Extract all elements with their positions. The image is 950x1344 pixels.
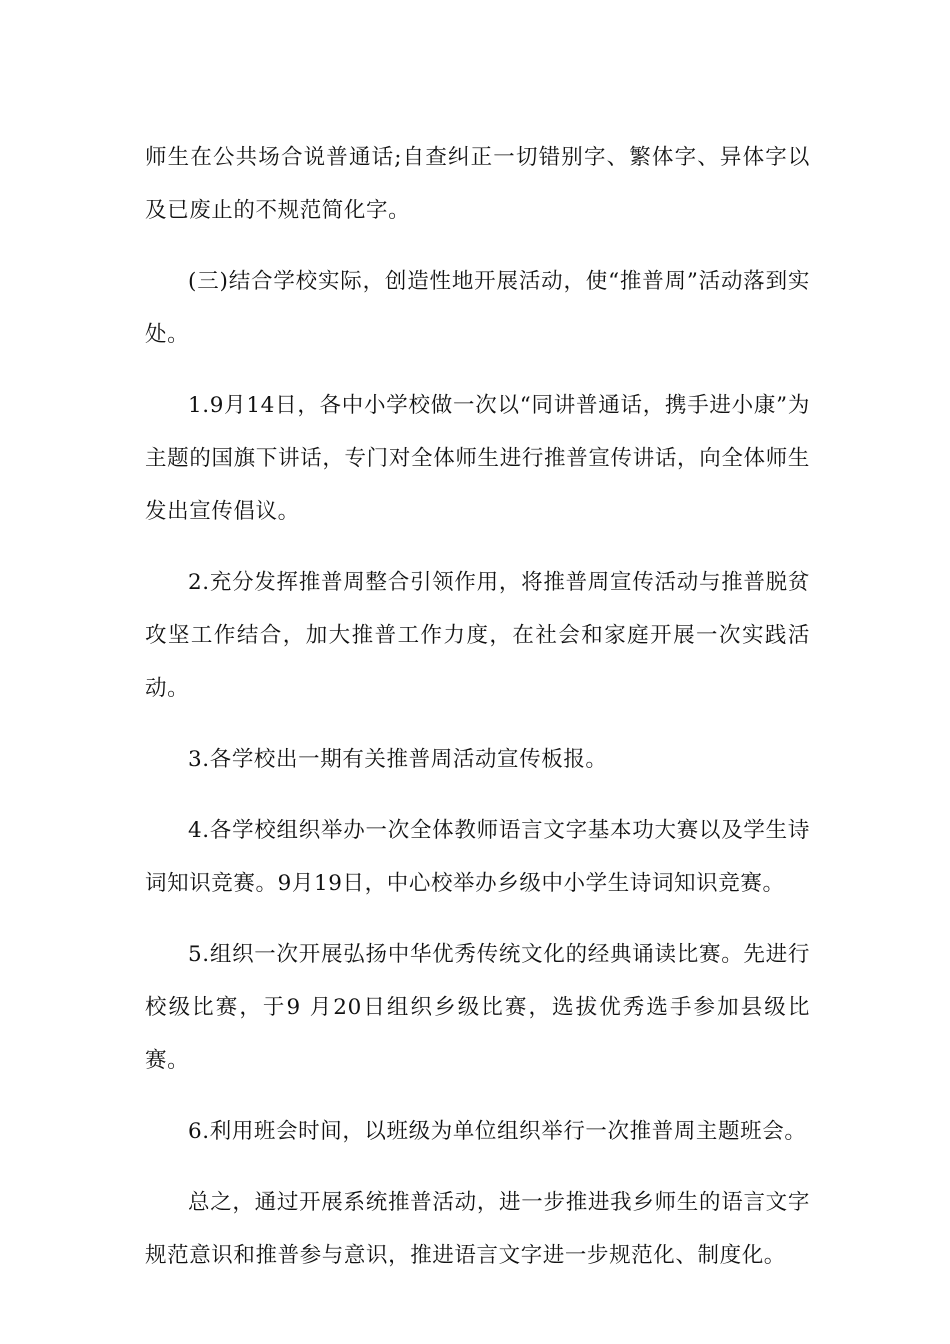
paragraph-3: 1.9月14日，各中小学校做一次以“同讲普通话，携手进小康”为主题的国旗下讲话，专门对全体师生进行推普宣传讲话，向全体师生发出宣传倡议。 bbox=[145, 393, 810, 524]
paragraph-9: 总之，通过开展系统推普活动，进一步推进我乡师生的语言文字规范意识和推普参与意识，推进语言文字进一步规范化、制度化。 bbox=[145, 1190, 810, 1268]
paragraph-6: 4.各学校组织举办一次全体教师语言文字基本功大赛以及学生诗词知识竞赛。9月19日，中心校举办乡级中小学生诗词知识竞赛。 bbox=[145, 818, 810, 896]
paragraph-5: 3.各学校出一期有关推普周活动宣传板报。 bbox=[188, 747, 608, 772]
paragraph-2: (三)结合学校实际，创造性地开展活动，使“推普周”活动落到实处。 bbox=[145, 269, 810, 347]
document-body bbox=[145, 131, 810, 1300]
paragraph-8: 6.利用班会时间，以班级为单位组织举行一次推普周主题班会。 bbox=[188, 1119, 807, 1144]
paragraph-1: 师生在公共场合说普通话;自查纠正一切错别字、繁体字、异体字以及已废止的不规范简化字。 bbox=[145, 145, 810, 223]
paragraph-7: 5.组织一次开展弘扬中华优秀传统文化的经典诵读比赛。先进行校级比赛，于9 月20日组织乡级比赛，选拔优秀选手参加县级比赛。 bbox=[145, 942, 810, 1073]
paragraph-4: 2.充分发挥推普周整合引领作用，将推普周宣传活动与推普脱贫攻坚工作结合，加大推普工作力度，在社会和家庭开展一次实践活动。 bbox=[145, 570, 810, 701]
